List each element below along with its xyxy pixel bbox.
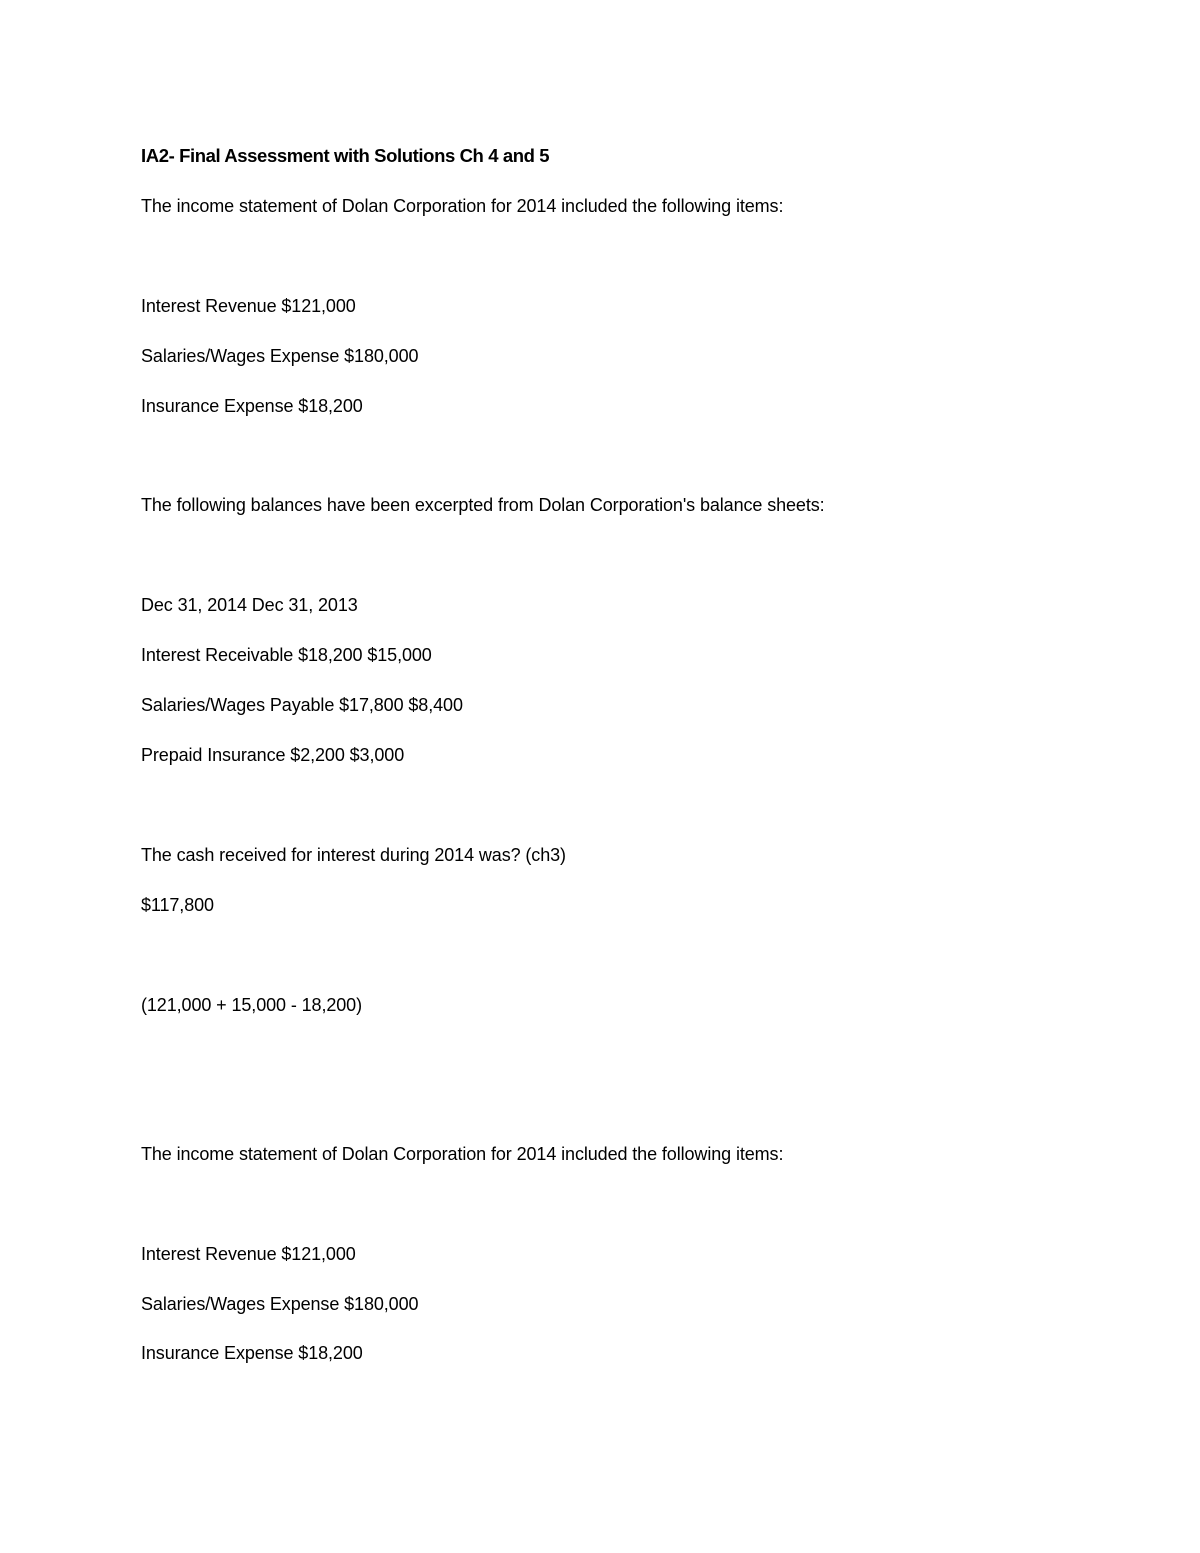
document-title: IA2- Final Assessment with Solutions Ch 4 and 5 [141,145,550,166]
balances-intro: The following balances have been excerpted from Dolan Corporation's balance sheets: [141,495,825,515]
intro-paragraph: The income statement of Dolan Corporation for 2014 included the following items: [141,196,784,216]
intro-paragraph: The income statement of Dolan Corporation for 2014 included the following items: [141,1144,784,1164]
answer-text: $117,800 [141,895,214,915]
balance-header: Dec 31, 2014 Dec 31, 2013 [141,595,358,615]
balance-item: Interest Receivable $18,200 $15,000 [141,645,432,665]
income-item: Insurance Expense $18,200 [141,396,363,416]
balance-item: Salaries/Wages Payable $17,800 $8,400 [141,695,463,715]
income-item: Insurance Expense $18,200 [141,1343,363,1363]
question-text: The cash received for interest during 2014 was? (ch3) [141,845,566,865]
income-item: Salaries/Wages Expense $180,000 [141,346,419,366]
income-item: Salaries/Wages Expense $180,000 [141,1294,419,1314]
balance-item: Prepaid Insurance $2,200 $3,000 [141,745,405,765]
income-item: Interest Revenue $121,000 [141,1244,356,1264]
calculation-text: (121,000 + 15,000 - 18,200) [141,995,362,1015]
income-item: Interest Revenue $121,000 [141,296,356,316]
